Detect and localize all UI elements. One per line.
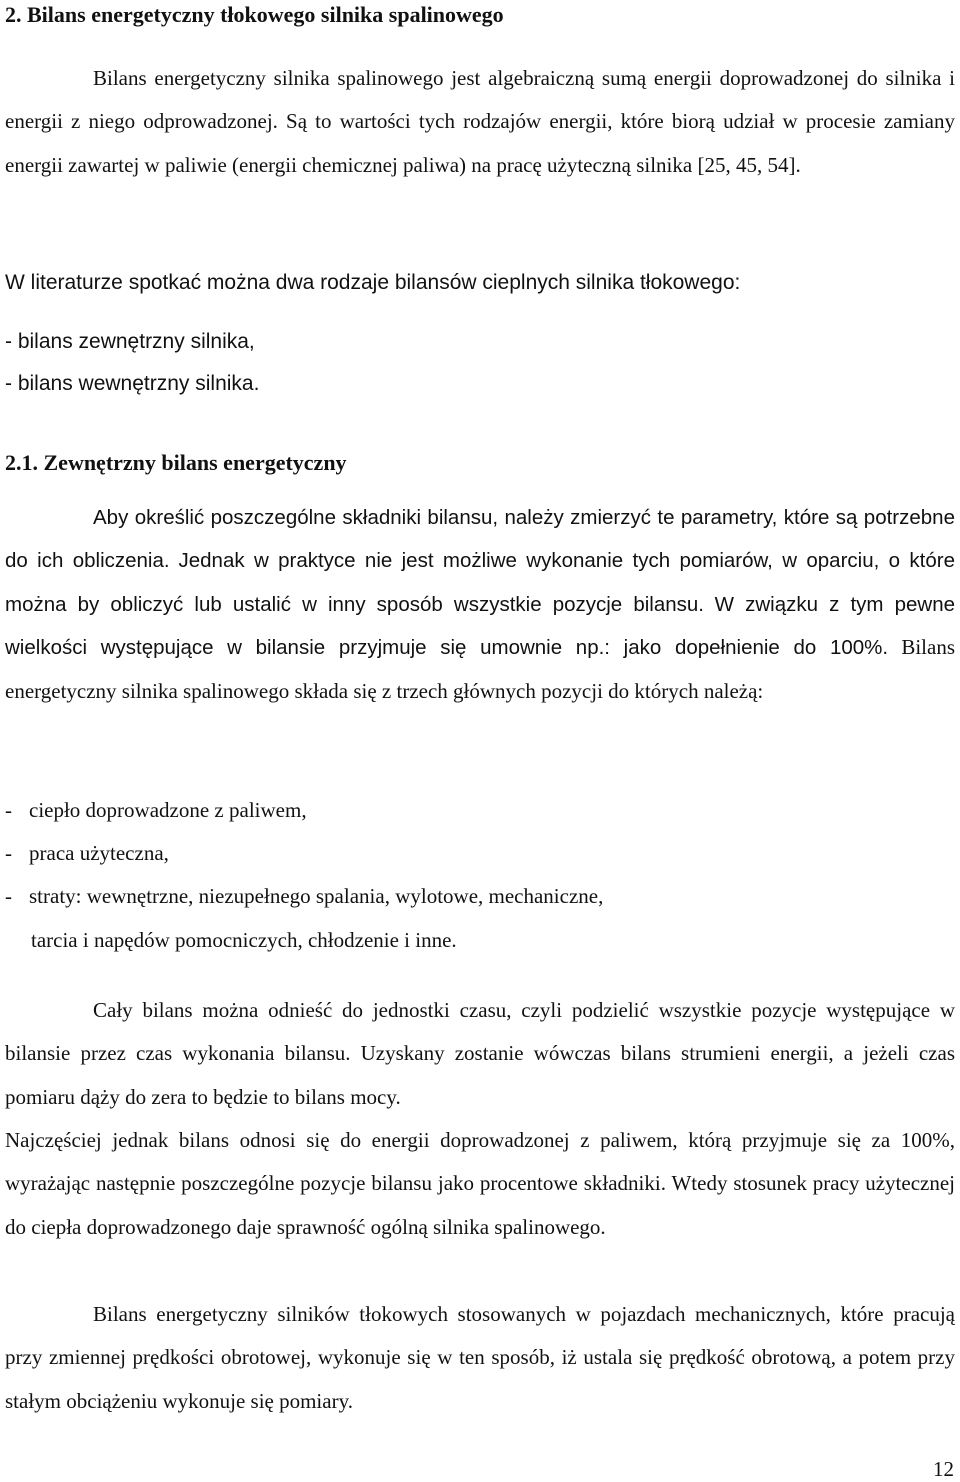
paragraph-part: W związku z tym pewne wielkości występujące w bilansie przyjmuje się umownie np.: jako dopełnienie do 100%.	[5, 592, 956, 660]
chapter-heading: 2. Bilans energetyczny tłokowego silnika spalinowego	[5, 2, 504, 27]
literature-line: W literaturze spotkać można dwa rodzaje bilansów cieplnych silnika tłokowego:	[5, 271, 741, 294]
paragraph-percent-basis: Najczęściej jednak bilans odnosi się do energii doprowadzonej z paliwem, którą przyjmuje się za 100%, wyrażając następnie poszczególne pozycje bilansu jako procentowe składniki. Wtedy stosunek pracy użytecznej do ciepła doprowadzonego daje sprawność ogólną silnika spalinowego.	[5, 1128, 955, 1239]
section-heading: 2.1. Zewnętrzny bilans energetyczny	[5, 450, 347, 475]
list-item-continuation: tarcia i napędów pomocniczych, chłodzenie i inne.	[31, 928, 457, 952]
list-item: - bilans wewnętrzny silnika.	[5, 372, 260, 395]
page-number: 12	[933, 1457, 954, 1481]
list-item	[5, 797, 307, 823]
paragraph-part: Aby określić poszczególne składniki bilansu, należy zmierzyć te parametry, które są potrzebne do ich obliczenia.	[5, 506, 955, 573]
list-item-text: ciepło doprowadzone z paliwem,	[29, 798, 307, 822]
list-item: - bilans zewnętrzny silnika,	[5, 330, 255, 353]
list-item	[5, 840, 169, 866]
list-dash: -	[5, 884, 12, 908]
paragraph-time-basis: Cały bilans można odnieść do jednostki czasu, czyli podzielić wszystkie pozycje występujące w bilansie przez czas wykonania bilansu. Uzyskany zostanie wówczas bilans strumieni energii, a jeżeli czas pomiaru dąży do zera to będzie to bilans mocy.	[5, 998, 955, 1109]
list-item	[5, 883, 603, 909]
list-dash: -	[5, 841, 12, 865]
list-item-text: praca użyteczna,	[29, 841, 169, 865]
paragraph-measurement	[5, 496, 955, 713]
paragraph-vehicle-engines: Bilans energetyczny silników tłokowych stosowanych w pojazdach mechanicznych, które pracują przy zmiennej prędkości obrotowej, wykonuje się w ten sposób, iż ustala się prędkość obrotową, a potem przy stałym obciążeniu wykonuje się pomiary.	[5, 1302, 955, 1413]
paragraph-part: Jednak w praktyce nie jest możliwe wykonanie tych pomiarów, w oparciu, o które można by obliczyć lub ustalić w inny sposób wszystkie pozycje bilansu.	[5, 549, 955, 616]
list-dash: -	[5, 798, 12, 822]
paragraph-intro: Bilans energetyczny silnika spalinowego jest algebraiczną sumą energii doprowadzonej do silnika i energii z niego odprowadzonej. Są to wartości tych rodzajów energii, które biorą udział w procesie zamiany energii zawartej w paliwie (energii chemicznej paliwa) na pracę użyteczną silnika [25, 45, 54].	[5, 66, 955, 177]
paragraph-part: Bilans energetyczny silnika spalinowego składa się z trzech głównych pozycji do których należą:	[5, 635, 955, 703]
list-item-text: straty: wewnętrzne, niezupełnego spalania, wylotowe, mechaniczne,	[29, 884, 604, 908]
